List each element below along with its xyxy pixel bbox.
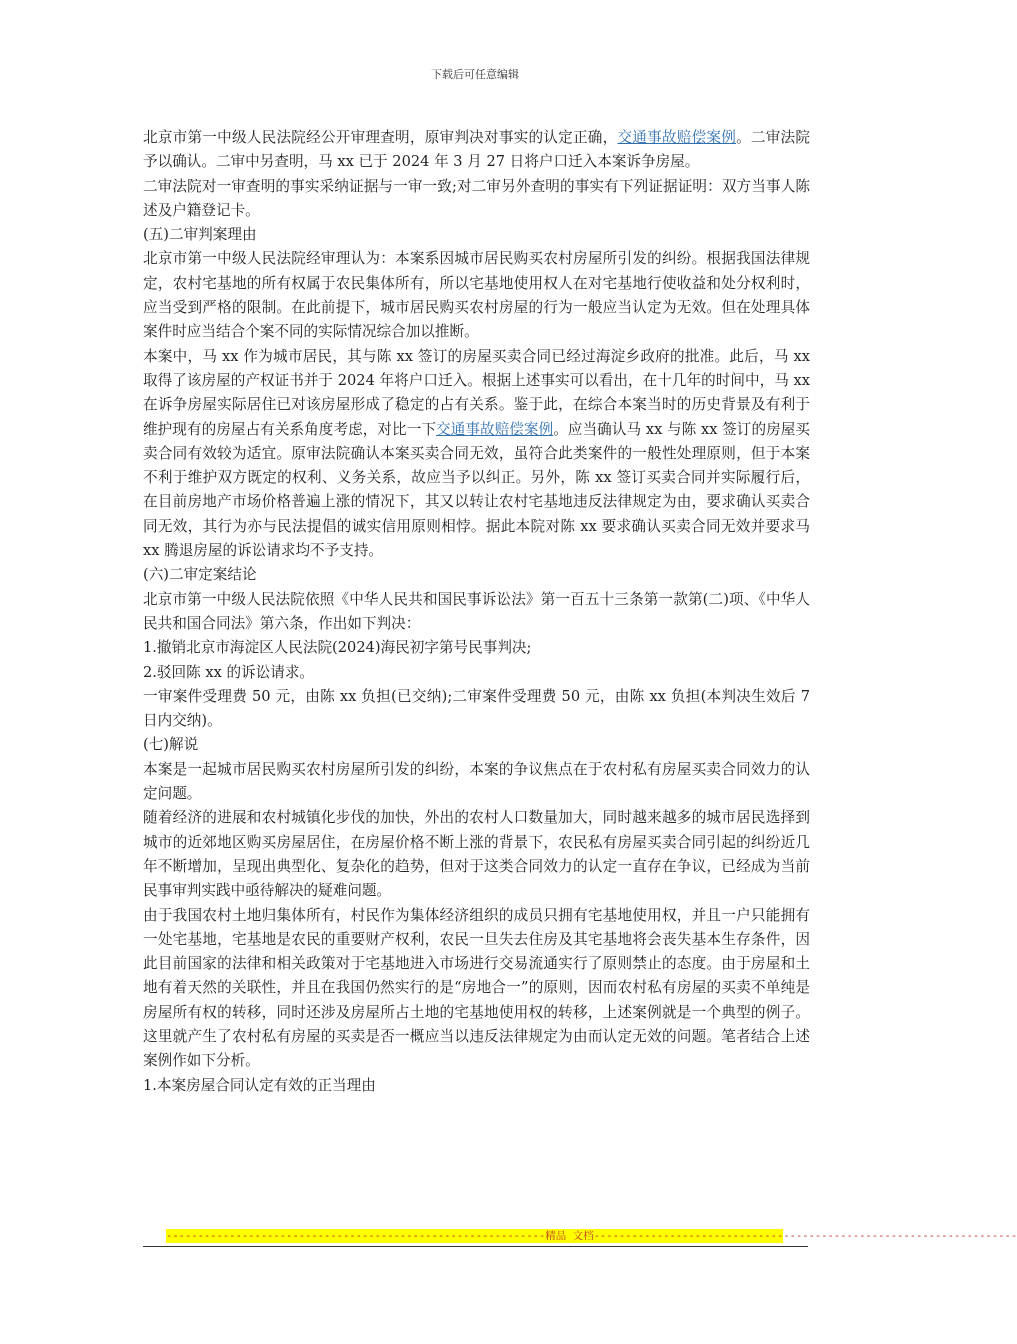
- paragraph: 本案是一起城市居民购买农村房屋所引发的纠纷，本案的争议焦点在于农村私有房屋买卖合同效力的认定问题。: [143, 760, 810, 803]
- sub-heading: 1.本案房屋合同认定有效的正当理由: [143, 1076, 376, 1094]
- paragraph: 二审法院对一审查明的事实采纳证据与一审一致;对二审另外查明的事实有下列证据证明：双方当事人陈述及户籍登记卡。: [143, 177, 810, 219]
- text-run: 北京市第一中级人民法院经公开审理查明，原审判决对事实的认定正确，: [143, 129, 618, 146]
- paragraph: 由于我国农村土地归集体所有，村民作为集体经济组织的成员只拥有宅基地使用权，并且一户只能拥有一处宅基地，宅基地是农民的重要财产权利，农民一旦失去住房及其宅基地将会丧失基本生存条件，因此目前国家的法律和相关政策对于宅基地进入市场进行交易流通实行了原则禁止的态度。由于房屋和土地有着天然的关联性，并且在我国仍然实行的是“房地合一”的原则，因而农村私有房屋的买卖不单纯是房屋所有权的转移，同时还涉及房屋所占土地的宅基地使用权的转移，上述案例就是一个典型的例子。这里就产生了农村私有房屋的买卖是否一概应当以违反法律规定为由而认定无效的问题。笔者结合上述案例作如下分析。: [143, 906, 810, 1070]
- text-run: 。二审法院予以确认。二审中另查明，马 xx 已于 2024 年 3 月 27 日将户口迁入本案诉争房屋。: [143, 129, 810, 171]
- list-item: 1.撤销北京市海淀区人民法院(2024)海民初字第号民事判决;: [143, 639, 532, 657]
- text-run: 。应当确认马 xx 与陈 xx 签订的房屋买卖合同有效较为适宜。原审法院确认本案买卖合同无效，虽符合此类案件的一般性处理原则，但于本案不利于维护双方既定的权利、义务关系，故应当予以纠正。另外，陈 xx 签订买卖合同并实际履行后，在目前房地产市场价格普遍上涨的情况下，其又以转让农村宅基地违反法律规定为由，要求确认买卖合同无效，其行为亦与民法提倡的诚实信用原则相悖。据此本院对陈 xx 要求确认买卖合同无效并要求马 xx 腾退房屋的诉讼请求均不予支持。: [143, 420, 810, 560]
- section-heading: (七)解说: [143, 736, 199, 754]
- list-item: 2.驳回陈 xx 的诉讼请求。: [143, 663, 315, 681]
- text-run: 本案中，马 xx 作为城市居民，其与陈 xx 签订的房屋买卖合同已经过海淀乡政府的批准。此后，马 xx 取得了该房屋的产权证书并于 2024 年将户口迁入。根据上述事实可以看出，在十几年的时间中，马 xx 在诉争房屋实际居住已对该房屋形成了稳定的占有关系。鉴于此，在综合本案当时的历史背景及有利于维护现有的房屋占有关系角度考虑，对比一下: [143, 347, 810, 438]
- case-link[interactable]: 交通事故赔偿案例: [617, 129, 737, 146]
- section-heading: (六)二审定案结论: [143, 566, 257, 584]
- page-header: 下载后可任意编辑: [431, 68, 519, 81]
- paragraph: 随着经济的进展和农村城镇化步伐的加快，外出的农村人口数量加大，同时越来越多的城市居民选择到城市的近郊地区购买房屋居住，在房屋价格不断上涨的背景下，农民私有房屋买卖合同引起的纠纷近几年不断增加，呈现出典型化、复杂化的趋势，但对于这类合同效力的认定一直存在争议，已经成为当前民事审判实践中亟待解决的疑难问题。: [143, 809, 810, 900]
- footer-watermark: ------------------------------------------------------------精品 文档-------------------------------------------------------------------: [166, 1230, 1017, 1242]
- paragraph: [143, 126, 810, 175]
- section-heading: (五)二审判案理由: [143, 226, 257, 244]
- footer-divider: [143, 1246, 808, 1247]
- paragraph: 北京市第一中级人民法院经审理认为：本案系因城市居民购买农村房屋所引发的纠纷。根据我国法律规定，农村宅基地的所有权属于农民集体所有，所以宅基地使用权人在对宅基地行使收益和处分权利时，应当受到严格的限制。在此前提下，城市居民购买农村房屋的行为一般应当认定为无效。但在处理具体案件时应当结合个案不同的实际情况综合加以推断。: [143, 250, 810, 341]
- document-body: [143, 126, 810, 1098]
- paragraph: [143, 345, 810, 564]
- paragraph: 北京市第一中级人民法院依照《中华人民共和国民事诉讼法》第一百五十三条第一款第(二)项、《中华人民共和国合同法》第六条，作出如下判决：: [143, 590, 810, 632]
- paragraph: 一审案件受理费 50 元，由陈 xx 负担(已交纳);二审案件受理费 50 元，由陈 xx 负担(本判决生效后 7 日内交纳)。: [143, 687, 810, 730]
- case-link[interactable]: 交通事故赔偿案例: [436, 420, 554, 438]
